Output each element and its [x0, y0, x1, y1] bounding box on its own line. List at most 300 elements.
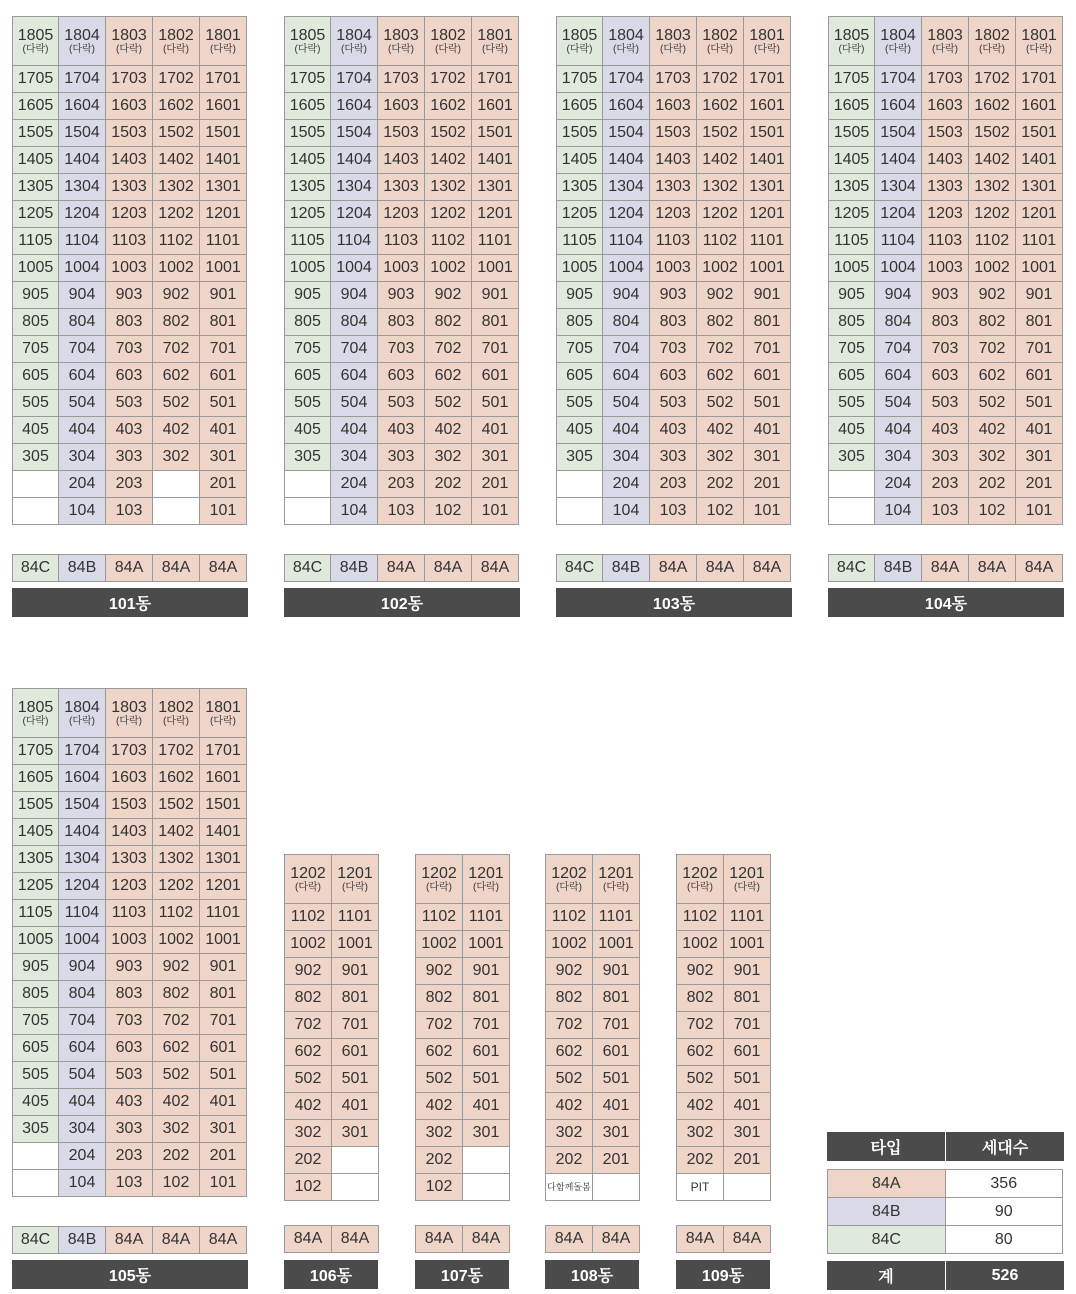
unit-1704: 1704 — [331, 66, 378, 93]
unit-804: 804 — [59, 981, 106, 1008]
unit-404: 404 — [59, 1089, 106, 1116]
unit-805: 805 — [285, 309, 331, 336]
unit-401: 401 — [593, 1093, 640, 1120]
unit-805: 805 — [13, 309, 59, 336]
unit-1003: 1003 — [106, 255, 153, 282]
floor-row — [677, 904, 771, 931]
unit-number: 1201 — [337, 864, 373, 882]
unit-1601: 1601 — [200, 765, 247, 792]
unit-602: 602 — [153, 1035, 200, 1062]
unit-705: 705 — [13, 1008, 59, 1035]
unit-1102: 1102 — [697, 228, 744, 255]
unit-1204: 1204 — [875, 201, 922, 228]
unit-502: 502 — [546, 1066, 593, 1093]
unit-number: 1801 — [205, 698, 241, 716]
unit-203: 203 — [106, 471, 153, 498]
floor-row — [285, 363, 519, 390]
unit-1501: 1501 — [200, 120, 247, 147]
unit-602: 602 — [677, 1039, 724, 1066]
floor-row — [416, 1066, 510, 1093]
unit-802: 802 — [425, 309, 472, 336]
unit-301: 301 — [724, 1120, 771, 1147]
unit-1602: 1602 — [697, 93, 744, 120]
unit-905: 905 — [557, 282, 603, 309]
unit-904: 904 — [875, 282, 922, 309]
unit-1701: 1701 — [744, 66, 791, 93]
type-cell: 84C — [13, 555, 59, 582]
legend-row-84c — [828, 1226, 1063, 1254]
unit-304: 304 — [603, 444, 650, 471]
unit-903: 903 — [922, 282, 969, 309]
unit-902: 902 — [425, 282, 472, 309]
no-unit-cell — [285, 471, 331, 498]
floor-row — [13, 282, 247, 309]
unit-202: 202 — [425, 471, 472, 498]
floor-row — [285, 309, 519, 336]
unit-1405: 1405 — [285, 147, 331, 174]
unit-1403: 1403 — [106, 147, 153, 174]
unit-1502: 1502 — [697, 120, 744, 147]
unit-1404: 1404 — [875, 147, 922, 174]
floor-row — [13, 1035, 247, 1062]
floor-row — [13, 93, 247, 120]
unit-201: 201 — [1016, 471, 1063, 498]
unit-403: 403 — [650, 417, 697, 444]
unit-1305: 1305 — [13, 174, 59, 201]
unit-204: 204 — [603, 471, 650, 498]
unit-number: 1201 — [468, 864, 504, 882]
unit-902: 902 — [416, 958, 463, 985]
unit-1202: 1202 — [425, 201, 472, 228]
type-cell: 84A — [724, 1226, 771, 1253]
unit-1104: 1104 — [875, 228, 922, 255]
unit-901: 901 — [200, 954, 247, 981]
floor-row — [285, 931, 379, 958]
floor-row — [13, 738, 247, 765]
floor-row — [416, 1120, 510, 1147]
unit-1802 — [425, 17, 472, 66]
no-unit-cell — [593, 1174, 640, 1201]
unit-1504: 1504 — [59, 120, 106, 147]
unit-1602: 1602 — [153, 765, 200, 792]
floor-row — [285, 1012, 379, 1039]
unit-1505: 1505 — [13, 120, 59, 147]
building-108-units — [545, 854, 640, 1201]
unit-802: 802 — [697, 309, 744, 336]
building-102-units — [284, 16, 519, 525]
legend-row-84b — [828, 1198, 1063, 1226]
unit-1701: 1701 — [200, 66, 247, 93]
floor-row — [285, 120, 519, 147]
floor-row — [546, 1066, 640, 1093]
unit-1004: 1004 — [59, 927, 106, 954]
unit-1002: 1002 — [697, 255, 744, 282]
attic-note: (다락) — [210, 715, 236, 727]
unit-703: 703 — [106, 336, 153, 363]
floor-row — [416, 931, 510, 958]
unit-905: 905 — [13, 954, 59, 981]
unit-1301: 1301 — [1016, 174, 1063, 201]
floor-row — [285, 855, 379, 904]
unit-501: 501 — [1016, 390, 1063, 417]
attic-note: (다락) — [163, 715, 189, 727]
unit-1305: 1305 — [285, 174, 331, 201]
unit-503: 503 — [922, 390, 969, 417]
no-unit-cell — [13, 498, 59, 525]
type-row — [285, 1226, 379, 1253]
legend-total-label: 계 — [827, 1261, 945, 1290]
unit-702: 702 — [969, 336, 1016, 363]
unit-1701: 1701 — [200, 738, 247, 765]
type-cell: 84A — [677, 1226, 724, 1253]
unit-1401: 1401 — [1016, 147, 1063, 174]
unit-1001: 1001 — [463, 931, 510, 958]
unit-102: 102 — [285, 1174, 332, 1201]
unit-1705: 1705 — [285, 66, 331, 93]
unit-201: 201 — [472, 471, 519, 498]
no-unit-cell — [557, 498, 603, 525]
floor-row — [829, 390, 1063, 417]
floor-row — [285, 201, 519, 228]
unit-1801 — [472, 17, 519, 66]
unit-802: 802 — [285, 985, 332, 1012]
unit-801: 801 — [472, 309, 519, 336]
unit-1102: 1102 — [969, 228, 1016, 255]
unit-202: 202 — [677, 1147, 724, 1174]
unit-401: 401 — [472, 417, 519, 444]
unit-1203: 1203 — [106, 201, 153, 228]
unit-904: 904 — [59, 282, 106, 309]
unit-401: 401 — [724, 1093, 771, 1120]
unit-401: 401 — [1016, 417, 1063, 444]
unit-302: 302 — [425, 444, 472, 471]
unit-1201 — [463, 855, 510, 904]
unit-901: 901 — [724, 958, 771, 985]
unit-number: 1202 — [551, 864, 587, 882]
unit-1502: 1502 — [153, 120, 200, 147]
unit-1801 — [744, 17, 791, 66]
type-row — [677, 1226, 771, 1253]
unit-504: 504 — [603, 390, 650, 417]
unit-number: 1804 — [64, 26, 100, 44]
type-cell: 84B — [59, 555, 106, 582]
unit-1002: 1002 — [546, 931, 593, 958]
floor-row — [677, 931, 771, 958]
unit-1702: 1702 — [153, 66, 200, 93]
floor-row — [13, 147, 247, 174]
unit-402: 402 — [153, 417, 200, 444]
unit-702: 702 — [546, 1012, 593, 1039]
unit-603: 603 — [650, 363, 697, 390]
floor-row — [13, 765, 247, 792]
unit-1102: 1102 — [153, 228, 200, 255]
unit-1703: 1703 — [106, 738, 153, 765]
unit-902: 902 — [153, 282, 200, 309]
unit-1503: 1503 — [922, 120, 969, 147]
unit-1003: 1003 — [922, 255, 969, 282]
floor-row — [829, 93, 1063, 120]
unit-1801 — [200, 17, 247, 66]
floor-row — [13, 981, 247, 1008]
floor-row — [829, 498, 1063, 525]
unit-number: 1803 — [383, 26, 419, 44]
unit-1503: 1503 — [650, 120, 697, 147]
unit-801: 801 — [463, 985, 510, 1012]
attic-note: (다락) — [932, 43, 958, 55]
floor-row — [13, 1008, 247, 1035]
unit-501: 501 — [200, 390, 247, 417]
unit-1101: 1101 — [463, 904, 510, 931]
unit-1201: 1201 — [744, 201, 791, 228]
unit-705: 705 — [13, 336, 59, 363]
no-unit-cell — [332, 1174, 379, 1201]
floor-row — [546, 1039, 640, 1066]
unit-902: 902 — [546, 958, 593, 985]
unit-1804 — [603, 17, 650, 66]
unit-1605: 1605 — [13, 93, 59, 120]
floor-row — [416, 1012, 510, 1039]
unit-502: 502 — [285, 1066, 332, 1093]
unit-201: 201 — [200, 1143, 247, 1170]
unit-901: 901 — [472, 282, 519, 309]
unit-1504: 1504 — [331, 120, 378, 147]
unit-501: 501 — [472, 390, 519, 417]
unit-601: 601 — [472, 363, 519, 390]
unit-502: 502 — [425, 390, 472, 417]
unit-305: 305 — [285, 444, 331, 471]
unit-1804 — [59, 689, 106, 738]
unit-1203: 1203 — [922, 201, 969, 228]
unit-701: 701 — [200, 336, 247, 363]
unit-1202 — [677, 855, 724, 904]
unit-902: 902 — [677, 958, 724, 985]
unit-804: 804 — [875, 309, 922, 336]
unit-1303: 1303 — [106, 846, 153, 873]
unit-801: 801 — [200, 309, 247, 336]
type-cell: 84A — [697, 555, 744, 582]
type-row — [13, 555, 247, 582]
unit-802: 802 — [153, 981, 200, 1008]
unit-502: 502 — [969, 390, 1016, 417]
unit-202: 202 — [416, 1147, 463, 1174]
no-unit-cell — [724, 1174, 771, 1201]
legend-header-count: 세대수 — [946, 1132, 1064, 1161]
unit-103: 103 — [378, 498, 425, 525]
unit-1404: 1404 — [331, 147, 378, 174]
unit-203: 203 — [378, 471, 425, 498]
unit-1603: 1603 — [106, 765, 153, 792]
unit-704: 704 — [875, 336, 922, 363]
floor-row — [416, 985, 510, 1012]
unit-1604: 1604 — [603, 93, 650, 120]
floor-row — [13, 390, 247, 417]
unit-1803 — [378, 17, 425, 66]
unit-904: 904 — [331, 282, 378, 309]
unit-1703: 1703 — [106, 66, 153, 93]
unit-905: 905 — [829, 282, 875, 309]
unit-601: 601 — [593, 1039, 640, 1066]
floor-row — [546, 1174, 640, 1201]
unit-305: 305 — [13, 444, 59, 471]
unit-1002: 1002 — [969, 255, 1016, 282]
facility-cell: PIT — [677, 1174, 724, 1201]
unit-1504: 1504 — [875, 120, 922, 147]
unit-1505: 1505 — [13, 792, 59, 819]
type-row — [416, 1226, 510, 1253]
unit-401: 401 — [200, 417, 247, 444]
unit-1005: 1005 — [557, 255, 603, 282]
attic-note: (다락) — [754, 43, 780, 55]
unit-1102: 1102 — [677, 904, 724, 931]
unit-802: 802 — [546, 985, 593, 1012]
unit-604: 604 — [603, 363, 650, 390]
unit-1404: 1404 — [59, 147, 106, 174]
floor-row — [829, 17, 1063, 66]
unit-1702: 1702 — [697, 66, 744, 93]
floor-row — [13, 201, 247, 228]
unit-1501: 1501 — [1016, 120, 1063, 147]
unit-504: 504 — [59, 1062, 106, 1089]
unit-1101: 1101 — [200, 228, 247, 255]
unit-1202: 1202 — [153, 873, 200, 900]
unit-303: 303 — [106, 444, 153, 471]
attic-note: (다락) — [473, 881, 499, 893]
unit-305: 305 — [13, 1116, 59, 1143]
unit-404: 404 — [875, 417, 922, 444]
attic-note: (다락) — [979, 43, 1005, 55]
unit-101: 101 — [472, 498, 519, 525]
unit-1202 — [285, 855, 332, 904]
unit-402: 402 — [546, 1093, 593, 1120]
unit-1001: 1001 — [472, 255, 519, 282]
unit-1002: 1002 — [285, 931, 332, 958]
no-unit-cell — [463, 1147, 510, 1174]
unit-1803 — [106, 17, 153, 66]
legend-total — [827, 1261, 1064, 1290]
unit-103: 103 — [650, 498, 697, 525]
unit-703: 703 — [106, 1008, 153, 1035]
unit-505: 505 — [829, 390, 875, 417]
unit-1202: 1202 — [153, 201, 200, 228]
unit-502: 502 — [697, 390, 744, 417]
unit-505: 505 — [13, 390, 59, 417]
unit-1805 — [285, 17, 331, 66]
no-unit-cell — [463, 1174, 510, 1201]
unit-1501: 1501 — [744, 120, 791, 147]
unit-1802 — [969, 17, 1016, 66]
unit-1003: 1003 — [378, 255, 425, 282]
unit-402: 402 — [425, 417, 472, 444]
unit-301: 301 — [200, 1116, 247, 1143]
unit-302: 302 — [546, 1120, 593, 1147]
floor-row — [677, 1174, 771, 1201]
unit-701: 701 — [463, 1012, 510, 1039]
unit-1202 — [416, 855, 463, 904]
unit-1001: 1001 — [332, 931, 379, 958]
unit-301: 301 — [463, 1120, 510, 1147]
unit-1205: 1205 — [13, 201, 59, 228]
unit-602: 602 — [285, 1039, 332, 1066]
unit-1802 — [697, 17, 744, 66]
attic-note: (다락) — [210, 43, 236, 55]
type-row — [13, 1227, 247, 1254]
unit-1002: 1002 — [425, 255, 472, 282]
unit-1105: 1105 — [285, 228, 331, 255]
floor-row — [285, 93, 519, 120]
floor-row — [829, 282, 1063, 309]
unit-1104: 1104 — [331, 228, 378, 255]
floor-row — [285, 66, 519, 93]
unit-1602: 1602 — [969, 93, 1016, 120]
unit-1101: 1101 — [200, 900, 247, 927]
floor-row — [285, 147, 519, 174]
floor-row — [285, 336, 519, 363]
floor-row — [829, 228, 1063, 255]
unit-number: 1804 — [64, 698, 100, 716]
floor-row — [13, 66, 247, 93]
floor-row — [285, 471, 519, 498]
unit-1201: 1201 — [200, 201, 247, 228]
floor-row — [557, 255, 791, 282]
unit-605: 605 — [13, 363, 59, 390]
unit-402: 402 — [677, 1093, 724, 1120]
unit-1601: 1601 — [1016, 93, 1063, 120]
unit-number: 1803 — [111, 26, 147, 44]
unit-604: 604 — [59, 1035, 106, 1062]
building-106-types — [284, 1225, 379, 1253]
unit-1005: 1005 — [13, 927, 59, 954]
unit-502: 502 — [153, 1062, 200, 1089]
unit-1005: 1005 — [13, 255, 59, 282]
unit-1605: 1605 — [285, 93, 331, 120]
unit-1601: 1601 — [472, 93, 519, 120]
unit-604: 604 — [331, 363, 378, 390]
type-cell: 84A — [744, 555, 791, 582]
building-label: 103동 — [556, 588, 792, 617]
unit-1005: 1005 — [285, 255, 331, 282]
type-cell: 84A — [153, 1227, 200, 1254]
unit-1102: 1102 — [285, 904, 332, 931]
unit-503: 503 — [650, 390, 697, 417]
floor-row — [557, 120, 791, 147]
unit-404: 404 — [59, 417, 106, 444]
attic-note: (다락) — [426, 881, 452, 893]
unit-1501: 1501 — [472, 120, 519, 147]
unit-101: 101 — [1016, 498, 1063, 525]
unit-104: 104 — [59, 498, 106, 525]
unit-203: 203 — [650, 471, 697, 498]
floor-row — [416, 1093, 510, 1120]
type-cell: 84A — [153, 555, 200, 582]
unit-501: 501 — [744, 390, 791, 417]
unit-702: 702 — [677, 1012, 724, 1039]
unit-1405: 1405 — [557, 147, 603, 174]
attic-note: (다락) — [707, 43, 733, 55]
unit-1505: 1505 — [557, 120, 603, 147]
floor-row — [13, 846, 247, 873]
unit-103: 103 — [106, 1170, 153, 1197]
unit-705: 705 — [829, 336, 875, 363]
unit-202: 202 — [546, 1147, 593, 1174]
unit-1101: 1101 — [472, 228, 519, 255]
unit-104: 104 — [603, 498, 650, 525]
unit-403: 403 — [378, 417, 425, 444]
no-unit-cell — [13, 471, 59, 498]
unit-1502: 1502 — [969, 120, 1016, 147]
floor-row — [13, 336, 247, 363]
unit-404: 404 — [331, 417, 378, 444]
unit-204: 204 — [59, 1143, 106, 1170]
